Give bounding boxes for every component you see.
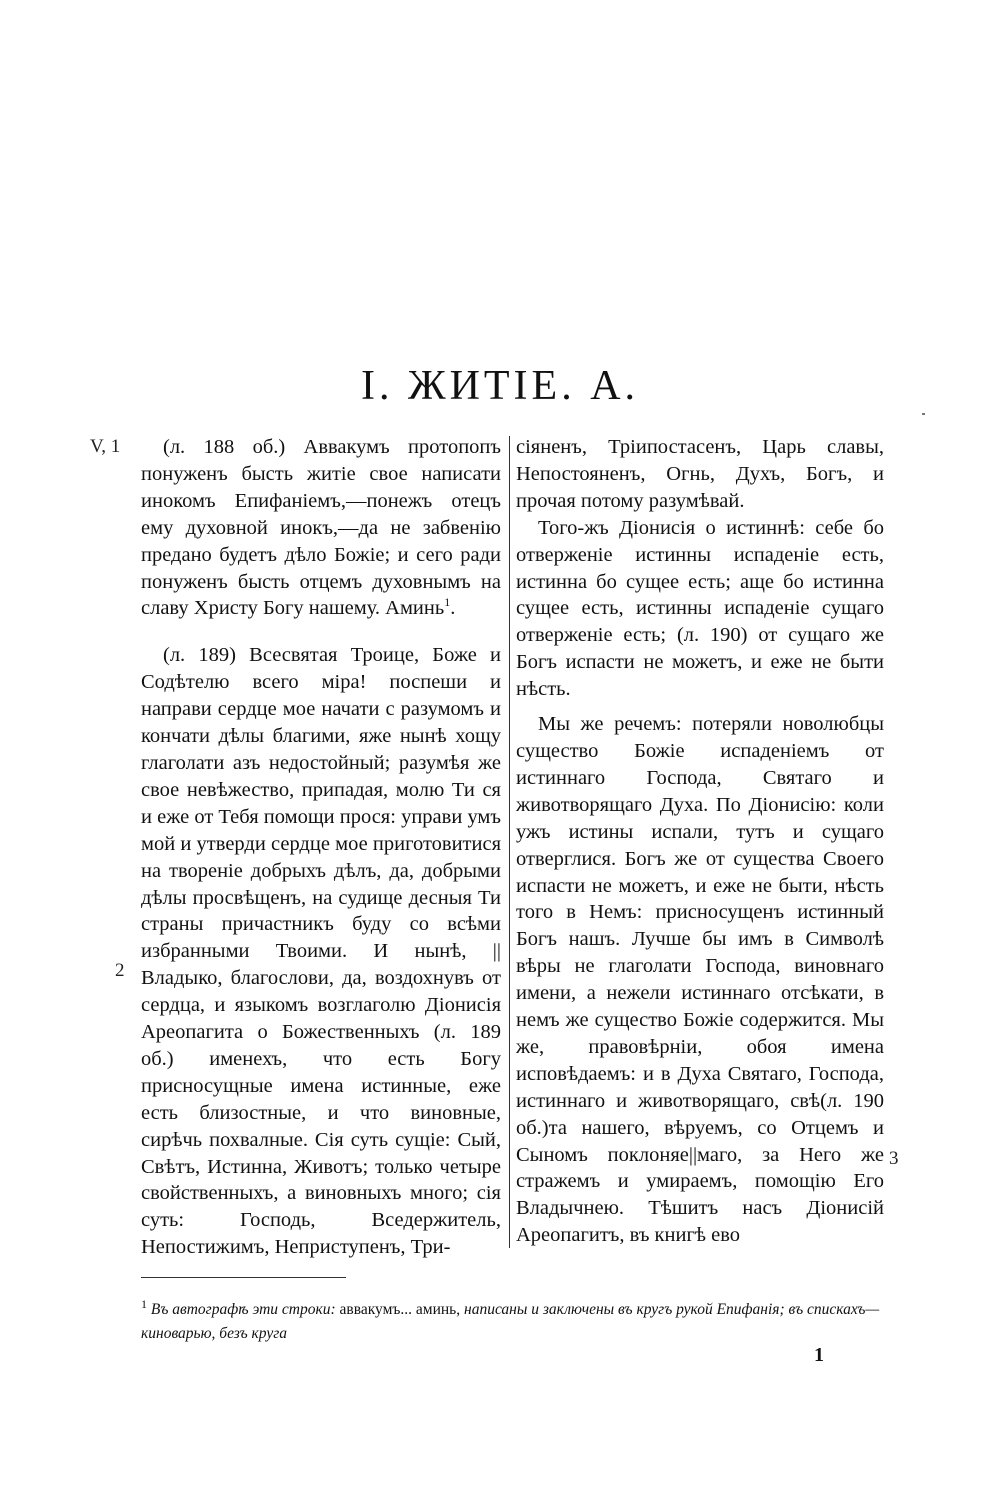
left-column <box>141 434 501 1261</box>
left-paragraph-1 <box>141 434 501 622</box>
footnote-marker: 1 <box>141 1296 147 1311</box>
right-paragraph-1: сiяненъ, Трiипостасенъ, Царь славы, Непостояненъ, Огнь, Духъ, Богъ, и прочая потому разумѣвай. <box>516 436 884 512</box>
margin-note-volume: V, 1 <box>90 436 121 457</box>
left-paragraph-1-end: . <box>450 597 456 620</box>
margin-note-2: 2 <box>115 960 125 981</box>
footnote-reference[interactable]: 1 <box>444 595 451 610</box>
chapter-title: I. ЖИТIЕ. А. <box>360 363 640 409</box>
margin-note-3: 3 <box>889 1148 899 1169</box>
left-paragraph-2: (л. 189) Всесвятая Троице, Боже и Содѣтелю всего мiра! поспеши и направи сердце мое начати с разумомъ и кончати дѣлы благими, яже нынѣ хощу глаголати азъ недостойный; разумѣя же свое невѣжество, припадая, молю Ти ся и еже от Тебя помощи прося: управи умъ мой и утверди сердце мое приготовитися на творенiе добрыхъ дѣлъ, да, добрыми дѣлы просвѣщенъ, на судищe десныя Ти страны причастникъ буду со всѣми избранными Твоими. И нынѣ, || Владыко, благослови, да, воздохнувъ от сердца, и языкомъ возглаголю Дiонисiя Ареопагита о Божественныхъ (л. 189 об.) именехъ, что есть Богу присносущные имена истинные, еже есть близостные, и что виновные, сирѣчь похвалные. Сiя суть сущiе: Сый, Свѣтъ, Истинна, Животъ; только четыре свойственныхъ, а виновныхъ много; сiя суть: Господь, Вседержитель, Непостижимъ, Неприступенъ, Три- <box>141 644 501 1259</box>
right-column <box>516 434 884 1249</box>
footnote-text-a: Въ автографѣ эти строки: <box>150 1301 336 1318</box>
page-number: 1 <box>814 1344 824 1366</box>
print-speck <box>922 413 925 415</box>
footnote-rule <box>141 1277 346 1278</box>
column-divider <box>509 436 510 1248</box>
footnote <box>141 1298 891 1346</box>
footnote-quote: аввакумъ... аминь, <box>339 1301 461 1318</box>
footnote-text-b: написаны и заключены въ кругъ рукой Епифанiя; въ спискахъ—киноварью, безъ круга <box>141 1301 880 1342</box>
right-paragraph-2: Того-жъ Дiонисiя о истиннѣ: себе бо отверженiе истинны испаденiе есть, истинна бо сущее есть; аще бо истинна сущее есть, истинны испаденiе сущаго отверженiе есть; (л. 190) от сущаго же Богъ испасти не можетъ, и еже не быти нѣсть. <box>516 516 884 701</box>
left-paragraph-1-text: (л. 188 об.) Аввакумъ протопопъ понуженъ бысть житiе свое написати инокомъ Епифанiемъ,—понежъ отецъ ему духовной инокъ,—да не забвенiю предано будетъ дѣло Божiе; и сего ради понуженъ бысть отцемъ духовнымъ на славу Христу Богу нашему. Аминь <box>141 436 501 620</box>
right-paragraph-3: Мы же речемъ: потеряли новолюбцы существо Божiе испаденiемъ от истиннаго Господа, Святаго и животворящаго Духа. По Дiонисiю: коли ужъ истины испали, тутъ и сущаго отверглися. Богъ же от существа Своего испасти не можетъ, и еже не быти, нѣсть того в Немъ: присносущенъ истинный Богъ нашъ. Лучше бы имъ в Символѣ вѣры не глаголати Господа, виновнаго имени, а нежели истиннаго отсѣкати, в немъ же существо Божiе содержится. Мы же, правовѣрнiи, обоя имена исповѣдаемъ: и в Духа Святаго, Господа, истиннаго и животворящаго, свѣ(л. 190 об.)та нашего, вѣруемъ, со Отцемъ и Сыномъ поклоняе||маго, за Него же стражемъ и умираемъ, помощiю Его Владычнею. Тѣшитъ насъ Дiонисiй Ареопагитъ, въ книгѣ ево <box>516 713 884 1247</box>
